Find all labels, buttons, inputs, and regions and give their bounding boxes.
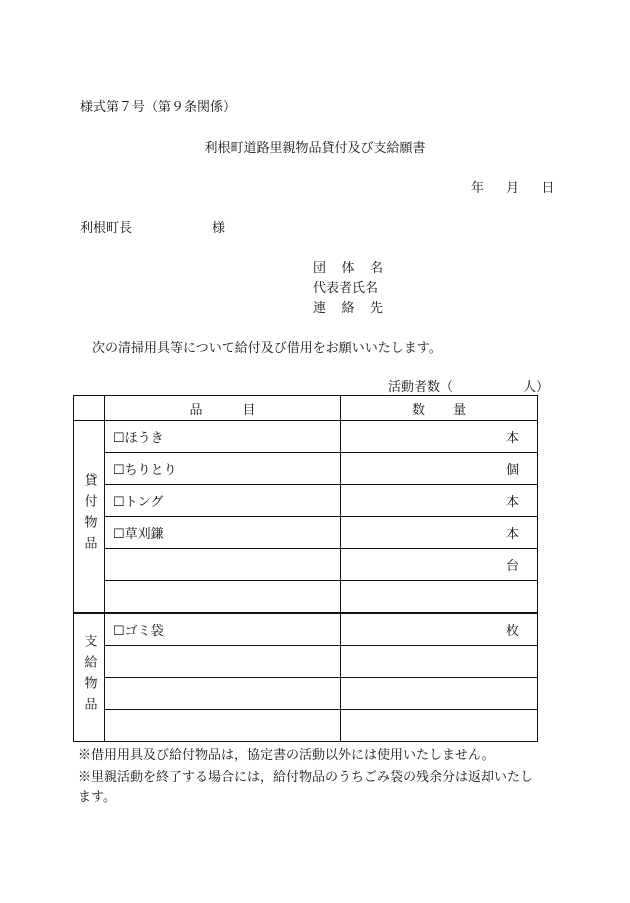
honorific: 様 [212, 221, 226, 236]
addressee: 利根町長 [80, 221, 133, 236]
item-cell[interactable]: ☐草刈鎌 [105, 517, 341, 549]
table-header-row [74, 396, 538, 421]
item-cell[interactable] [105, 710, 341, 742]
qty-header-char: 数 [411, 402, 425, 418]
qty-cell[interactable]: 本 [341, 517, 538, 549]
form-number: 様式第７号（第９条関係） [80, 100, 237, 115]
qty-cell[interactable]: 本 [341, 485, 538, 517]
item-cell[interactable]: ☐トング [105, 485, 341, 517]
category-header [74, 396, 105, 421]
item-header [105, 396, 341, 421]
item-header-char: 目 [242, 402, 256, 418]
item-header-char: 品 [189, 402, 203, 418]
participant-count [388, 376, 549, 395]
qty-cell[interactable]: 枚 [341, 613, 538, 646]
items-table [73, 395, 538, 742]
supply-category-label: 支給物品 [81, 633, 97, 718]
item-cell[interactable] [105, 549, 341, 581]
date-line [471, 177, 554, 196]
loan-category-label: 貸付物品 [81, 472, 97, 557]
org-name-char: 団 [313, 261, 327, 276]
qty-cell[interactable] [341, 678, 538, 710]
note-3: ます。 [78, 790, 116, 805]
contact-char: 連 [313, 301, 327, 316]
table-row [74, 678, 538, 710]
qty-cell[interactable]: 本 [341, 421, 538, 453]
contact-char: 先 [369, 301, 383, 316]
table-row [74, 517, 538, 549]
rep-name-label [313, 277, 383, 296]
contact-label [313, 297, 383, 316]
item-cell[interactable] [105, 581, 341, 614]
org-name-char: 体 [341, 261, 355, 276]
qty-cell[interactable] [341, 581, 538, 614]
org-name-label [313, 257, 383, 276]
table-row [74, 485, 538, 517]
document-title: 利根町道路里親物品貸付及び支給願書 [204, 141, 426, 156]
table-row [74, 581, 538, 614]
table-row [74, 453, 538, 485]
org-name-char: 名 [369, 261, 383, 276]
item-cell[interactable] [105, 678, 341, 710]
note-2: ※里親活動を終了する場合には，給付物品のうちごみ袋の残余分は返却いたし [78, 770, 534, 785]
table-row [74, 549, 538, 581]
item-cell[interactable] [105, 646, 341, 678]
rep-name-text: 代表者氏名 [313, 281, 379, 296]
qty-header [341, 396, 538, 421]
table-row [74, 613, 538, 646]
table-row [74, 646, 538, 678]
contact-char: 絡 [341, 301, 355, 316]
item-cell[interactable]: ☐ゴミ袋 [105, 613, 341, 646]
date-month-label: 月 [506, 181, 520, 196]
participant-unit: 人） [523, 380, 550, 395]
loan-category-cell [74, 421, 105, 614]
date-year-label: 年 [471, 181, 485, 196]
supply-category-cell [74, 613, 105, 742]
qty-cell[interactable]: 台 [341, 549, 538, 581]
qty-cell[interactable] [341, 710, 538, 742]
item-cell[interactable]: ☐ちりとり [105, 453, 341, 485]
qty-header-char: 量 [453, 402, 467, 418]
addressee-line [80, 217, 225, 236]
table-row [74, 421, 538, 453]
note-1: ※借用用具及び給付物品は，協定書の活動以外には使用いたしません。 [78, 748, 495, 763]
qty-cell[interactable] [341, 646, 538, 678]
item-cell[interactable]: ☐ほうき [105, 421, 341, 453]
participant-label: 活動者数（ [388, 380, 454, 395]
table-row [74, 710, 538, 742]
date-day-label: 日 [541, 181, 555, 196]
qty-cell[interactable]: 個 [341, 453, 538, 485]
request-text: 次の清掃用具等について給付及び借用をお願いいたします。 [92, 341, 442, 356]
